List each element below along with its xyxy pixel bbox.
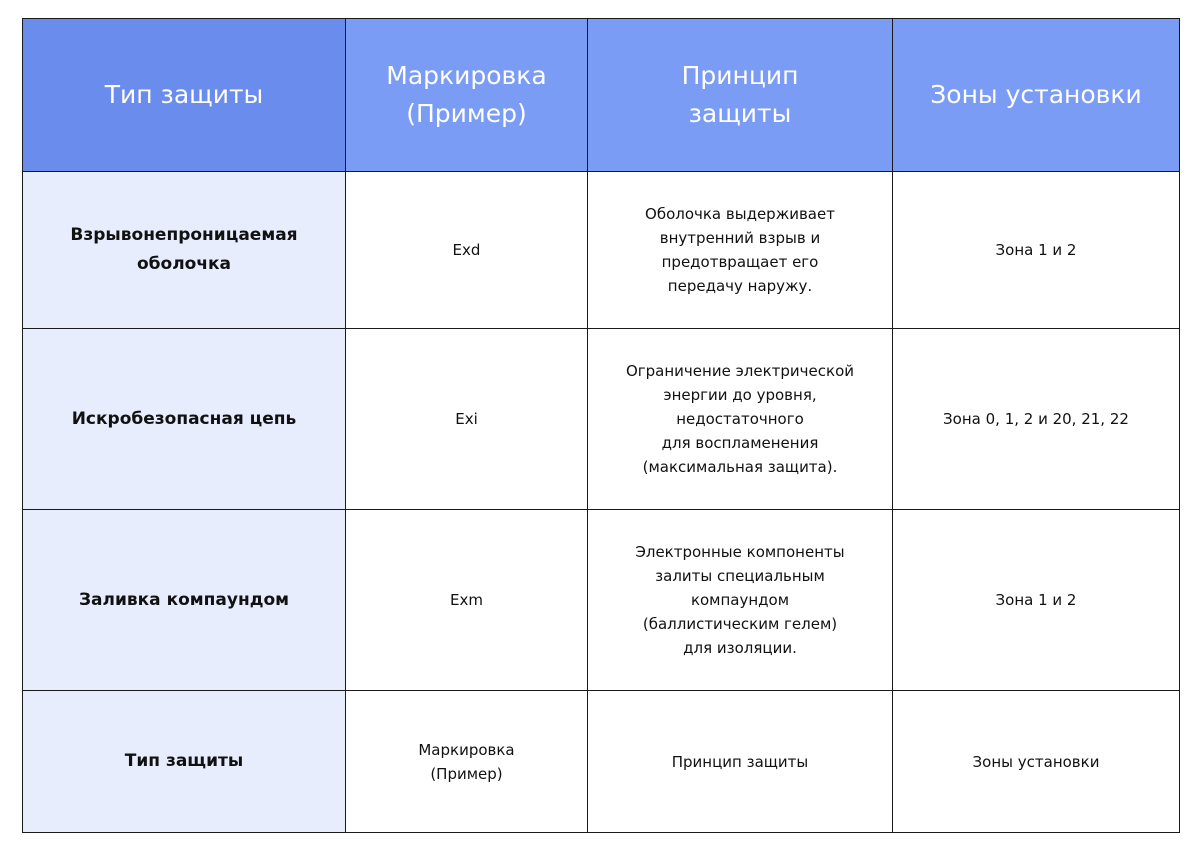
zones-cell: Зоны установки	[893, 691, 1180, 833]
table-row	[23, 691, 1180, 833]
header-zones: Зоны установки	[893, 19, 1180, 172]
table-row	[23, 510, 1180, 691]
marking-cell: Exi	[346, 329, 588, 510]
header-principle: Принцип защиты	[588, 19, 893, 172]
table-row	[23, 172, 1180, 329]
type-cell: Тип защиты	[23, 691, 346, 833]
protection-types-table	[22, 18, 1180, 833]
type-cell: Искробезопасная цепь	[23, 329, 346, 510]
marking-cell: Exm	[346, 510, 588, 691]
principle-cell: Оболочка выдерживает внутренний взрыв и предотвращает его передачу наружу.	[588, 172, 893, 329]
zones-cell: Зона 1 и 2	[893, 172, 1180, 329]
table-header-row	[23, 19, 1180, 172]
header-marking: Маркировка (Пример)	[346, 19, 588, 172]
header-type: Тип защиты	[23, 19, 346, 172]
marking-cell: Exd	[346, 172, 588, 329]
principle-cell: Ограничение электрической энергии до уровня, недостаточного для воспламенения (максимальная защита).	[588, 329, 893, 510]
marking-cell: Маркировка (Пример)	[346, 691, 588, 833]
type-cell: Взрывонепроницаемая оболочка	[23, 172, 346, 329]
zones-cell: Зона 1 и 2	[893, 510, 1180, 691]
principle-cell: Принцип защиты	[588, 691, 893, 833]
zones-cell: Зона 0, 1, 2 и 20, 21, 22	[893, 329, 1180, 510]
table-row	[23, 329, 1180, 510]
type-cell: Заливка компаундом	[23, 510, 346, 691]
principle-cell: Электронные компоненты залиты специальным компаундом (баллистическим гелем) для изоляции.	[588, 510, 893, 691]
